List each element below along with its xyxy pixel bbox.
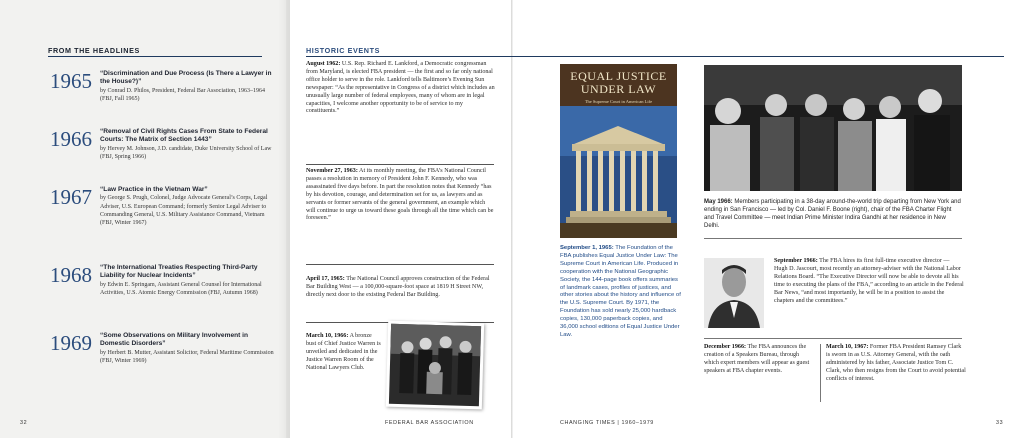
- page-number-right: 33: [996, 420, 1004, 426]
- event-text: U.S. Rep. Richard E. Lankford, a Democratic congressman from Maryland, is elected FBA president — the first and so far only national office holder to serve in the role. Lankford tells Baltimore’s Evening Sun newspaper: “As the representative in Congress of a district which includes an unusually large number of federal employees, many of whom are in legal capacities, I welcome another opportunity to be of service to my constituents.”: [306, 61, 495, 115]
- event-text: At its monthly meeting, the FBA’s National Council passes a resolution in memory of President John F. Kennedy, who was assassinated five days before. In part the resolution notes that Kennedy “has by his devotion, courage, and determination set for us, as lawyers and as servants or former servants of the general government, an example which will continue to urge us toward these goals through all the time which can be foreseen.”: [306, 168, 494, 222]
- event-date: April 17, 1965:: [306, 276, 345, 282]
- trip-caption: [704, 198, 962, 230]
- headline-year: 1969: [50, 331, 92, 355]
- headline-year: 1968: [50, 263, 92, 287]
- bust-unveiling-image: [386, 321, 484, 410]
- divider: [306, 264, 494, 265]
- headline-body: [100, 70, 275, 103]
- headline-title: “Removal of Civil Rights Cases From State to Federal Courts: The Matrix of Section 1443”: [100, 128, 268, 144]
- headline-byline: by Hervey M. Johnson, J.D. candidate, Duke University School of Law (FBJ, Spring 1966): [100, 145, 272, 161]
- book-title: [560, 70, 677, 96]
- events-section-title: HISTORIC EVENTS: [306, 46, 380, 55]
- headline-year: 1966: [50, 127, 92, 151]
- event-dec-1966: [704, 344, 814, 376]
- headline-body: [100, 128, 275, 161]
- page-number-left: 32: [20, 420, 28, 426]
- event-mar-1966: [306, 333, 382, 373]
- vertical-divider: [820, 344, 821, 402]
- footer-left: FEDERAL BAR ASSOCIATION: [385, 420, 474, 426]
- headline-title: “The International Treaties Respecting Third-Party Liability for Nuclear Incidents”: [100, 264, 258, 280]
- event-text: A bronze bust of Chief Justice Warren is unveiled and dedicated in the Justice Warren Room of the National Lawyers Club.: [306, 333, 381, 371]
- gandhi-meeting-image: [704, 65, 962, 191]
- headline-item-1965: [50, 70, 272, 130]
- headline-year: 1967: [50, 185, 92, 209]
- headline-body: [100, 332, 275, 365]
- headline-item-1967: [50, 186, 272, 256]
- jascourt-portrait: [704, 258, 764, 328]
- page-edge-shadow: [278, 0, 290, 438]
- event-date: March 10, 1967:: [826, 344, 869, 350]
- divider: [704, 338, 962, 339]
- headline-item-1969: [50, 332, 272, 382]
- headline-item-1968: [50, 264, 272, 324]
- equal-justice-book-cover: [560, 64, 677, 238]
- gandhi-meeting-photo: [704, 65, 962, 191]
- gutter: [511, 0, 513, 438]
- headline-byline: by Conrad D. Philos, President, Federal Bar Association, 1963–1964 (FBJ, Fall 1965): [100, 87, 265, 103]
- caption-text: The Foundation of the FBA publishes Equal Justice Under Law: The Supreme Court in American Life. Produced in cooperation with the National Geographic Society, the 144-page book offers summaries of landmark cases, profiles of justices, and other stories about the history and influence of the U.S. Supreme Court. By 1971, the Foundation has sold nearly 25,000 hardback copies, 130,000 paperback copies, and 36,000 school editions of Equal Justice Under Law.: [560, 245, 681, 338]
- event-text: Former FBA President Ramsey Clark is sworn in as U.S. Attorney General, with the oath administered by his father, Associate Justice Tom C. Clark, who then resigns from the Court to avoid potential conflicts of interest.: [826, 344, 966, 382]
- headline-byline: by Herbert B. Mutter, Assistant Solicitor, Federal Maritime Commission (FBJ, Winter 1969): [100, 349, 274, 365]
- event-nov-1963: [306, 168, 496, 223]
- headlines-section-title: FROM THE HEADLINES: [48, 46, 140, 55]
- event-text: The FBA hires its first full-time executive director — Hugh D. Jascourt, most recently an attorney-adviser with the National Labor Relations Board. “The Executive Director will now be able to devote all his time to executing the plans of the FBA,” according to an article in the Federal Bar News, “and most importantly, he will be in a position to assist the chapters and the committees.”: [774, 258, 964, 304]
- jascourt-portrait-image: [704, 258, 764, 328]
- headline-byline: by Edwin E. Springam, Assistant General Counsel for International Activities, U.S. Atomic Energy Commission (FBJ, Autumn 1968): [100, 281, 262, 297]
- headline-byline: by George S. Prugh, Colonel, Judge Advocate General’s Corps, Legal Adviser, U.S. European Command; formerly Senior Legal Adviser to Commanding General, U.S. Military Assistance Command, Vietnam (FBJ, Winter 1967): [100, 195, 268, 227]
- divider: [306, 164, 494, 165]
- event-date: December 1966:: [704, 344, 747, 350]
- headline-title: “Some Observations on Military Involvement in Domestic Disorders”: [100, 332, 249, 348]
- caption-text: Members participating in a 38-day around-the-world trip departing from New York and ending in San Francisco — led by Col. Daniel F. Boone (right), chair of the FBA Charter Flight and Travel Committee — meet Indian Prime Minister Indira Gandhi at her residence in New Delhi.: [704, 199, 961, 229]
- event-sep-1966: [774, 258, 964, 305]
- headline-item-1966: [50, 128, 272, 188]
- book-title-line1: EQUAL JUSTICE: [570, 69, 667, 83]
- event-text: The National Council approves construction of the Federal Bar Building West — a 100,000-square-foot space at 1819 H Street NW, directly next door to the existing Federal Bar Building.: [306, 276, 490, 298]
- headline-title: “Discrimination and Due Process (Is There a Lawyer in the House?)”: [100, 70, 272, 86]
- headline-body: [100, 264, 275, 297]
- event-aug-1962: [306, 61, 496, 116]
- event-mar-1967: [826, 344, 966, 384]
- event-text: The FBA announces the creation of a Speakers Bureau, through which expert members will appear as guest speakers at FBA chapter events.: [704, 344, 810, 374]
- event-date: September 1966:: [774, 258, 818, 264]
- headline-body: [100, 186, 275, 227]
- headline-title: “Law Practice in the Vietnam War”: [100, 186, 208, 193]
- event-date: March 10, 1966:: [306, 333, 349, 339]
- divider: [704, 238, 962, 239]
- footer-right: CHANGING TIMES | 1960–1979: [560, 420, 654, 426]
- book-caption: [560, 245, 682, 340]
- headline-year: 1965: [50, 69, 92, 93]
- event-date: November 27, 1963:: [306, 168, 358, 174]
- caption-date: September 1, 1965:: [560, 245, 614, 251]
- caption-date: May 1966:: [704, 199, 733, 205]
- book-subtitle: The Supreme Court in American Life: [584, 99, 653, 104]
- headlines-rule: [48, 56, 262, 57]
- events-rule: [306, 56, 1004, 57]
- book-title-line2: UNDER LAW: [580, 82, 657, 96]
- bust-unveiling-photo: [386, 321, 484, 410]
- event-date: August 1962:: [306, 61, 341, 67]
- event-apr-1965: [306, 276, 496, 300]
- supreme-court-building-image: [560, 106, 677, 238]
